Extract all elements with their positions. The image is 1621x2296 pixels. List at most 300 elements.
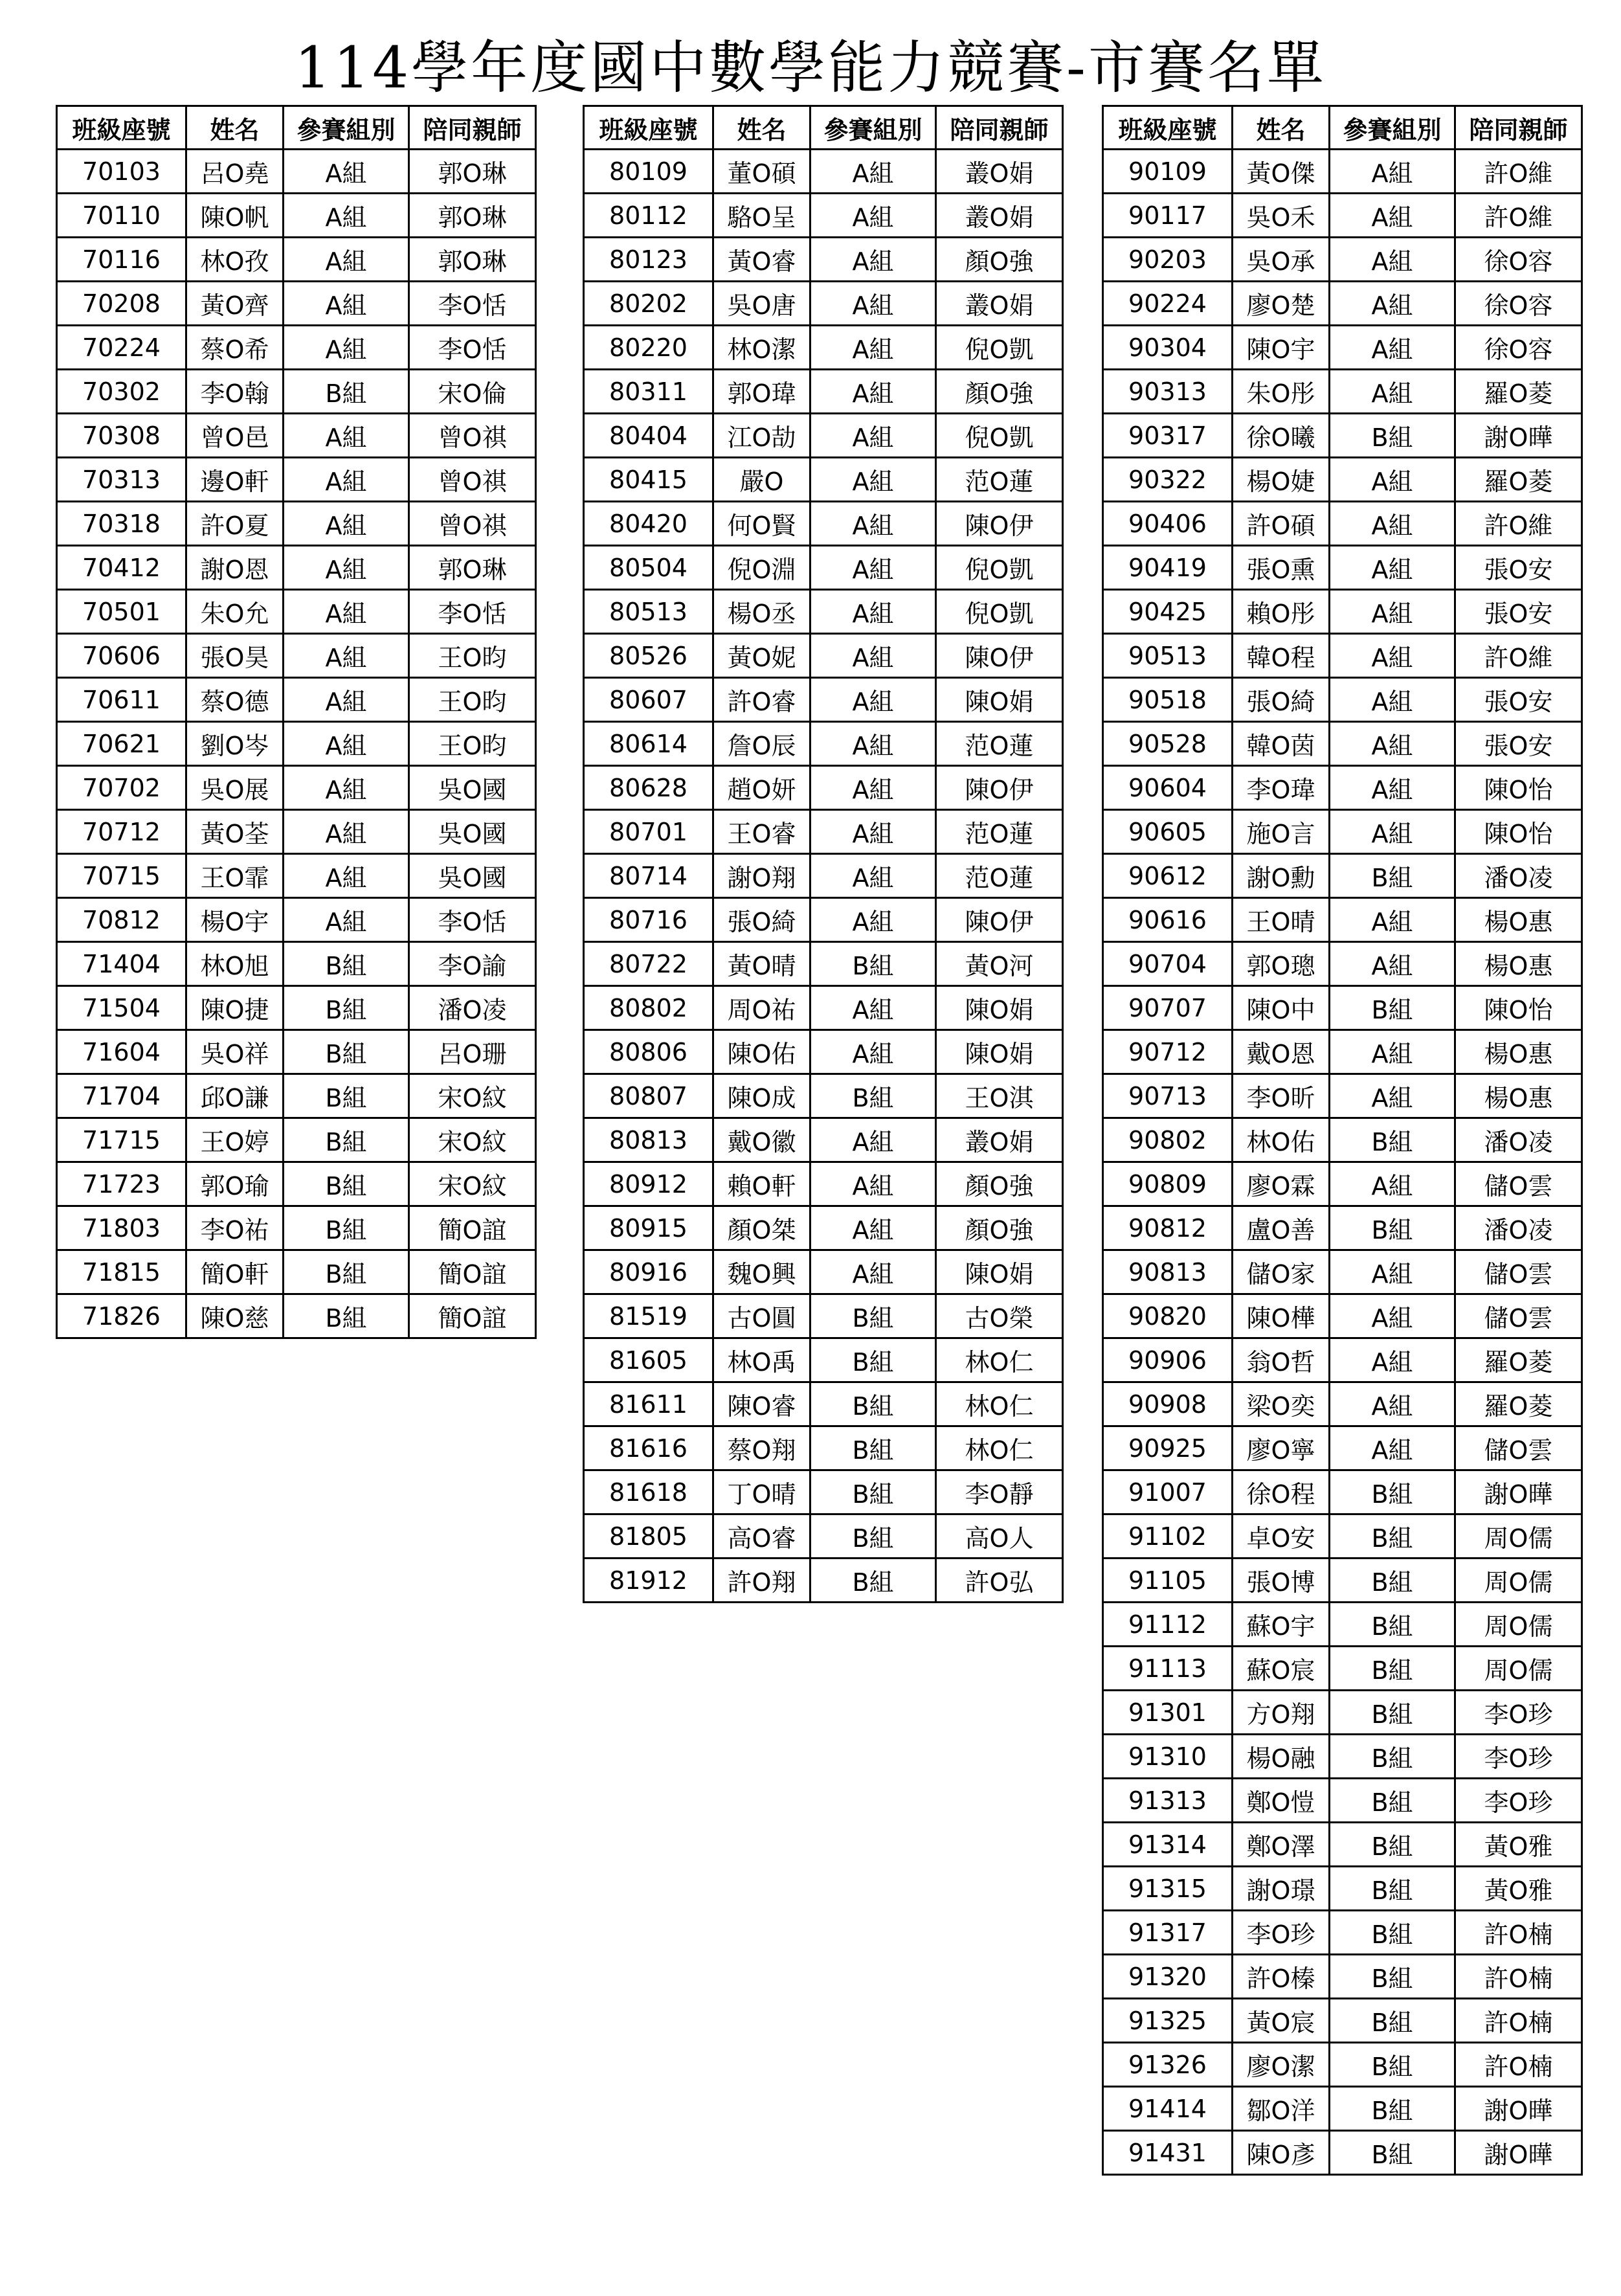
header-class-seat: 班級座號 [1103, 106, 1233, 150]
cell-group: B組 [810, 1559, 936, 1603]
cell-teacher: 謝O曄 [1455, 2131, 1582, 2175]
cell-group: B組 [1330, 2131, 1455, 2175]
cell-teacher: 黃O雅 [1455, 1867, 1582, 1911]
cell-teacher: 許O楠 [1455, 1999, 1582, 2043]
table-row [1103, 1779, 1582, 1823]
cell-class-seat: 90317 [1103, 414, 1233, 458]
cell-name: 陳O佑 [713, 1030, 810, 1074]
cell-teacher: 王O昀 [409, 722, 536, 766]
cell-teacher: 徐O容 [1455, 238, 1582, 282]
table-row [57, 854, 536, 898]
cell-teacher: 陳O伊 [936, 766, 1063, 810]
cell-name: 許O榛 [1233, 1955, 1330, 1999]
cell-class-seat: 90820 [1103, 1294, 1233, 1338]
cell-group: A組 [810, 898, 936, 942]
cell-class-seat: 71803 [57, 1206, 186, 1250]
cell-class-seat: 70103 [57, 150, 186, 194]
cell-group: B組 [1330, 1118, 1455, 1162]
cell-name: 楊O宇 [186, 898, 284, 942]
header-name: 姓名 [186, 106, 284, 150]
table-row [1103, 1691, 1582, 1735]
cell-name: 黃O傑 [1233, 150, 1330, 194]
cell-group: B組 [1330, 1206, 1455, 1250]
cell-group: A組 [284, 194, 409, 238]
cell-teacher: 宋O倫 [409, 370, 536, 414]
cell-group: A組 [810, 590, 936, 634]
table-row [1103, 502, 1582, 546]
cell-teacher: 顏O強 [936, 1206, 1063, 1250]
cell-class-seat: 70712 [57, 810, 186, 854]
table-row [1103, 238, 1582, 282]
cell-teacher: 楊O惠 [1455, 942, 1582, 986]
cell-teacher: 叢O娟 [936, 194, 1063, 238]
cell-class-seat: 70116 [57, 238, 186, 282]
cell-teacher: 陳O娟 [936, 1030, 1063, 1074]
cell-name: 韓O程 [1233, 634, 1330, 678]
cell-group: A組 [1330, 1074, 1455, 1118]
cell-teacher: 潘O凌 [1455, 854, 1582, 898]
cell-class-seat: 70501 [57, 590, 186, 634]
cell-class-seat: 80112 [584, 194, 713, 238]
cell-class-seat: 80912 [584, 1162, 713, 1206]
table-row [57, 282, 536, 326]
cell-name: 黃O睿 [713, 238, 810, 282]
cell-class-seat: 70611 [57, 678, 186, 722]
cell-class-seat: 90612 [1103, 854, 1233, 898]
cell-group: A組 [810, 854, 936, 898]
cell-teacher: 李O珍 [1455, 1691, 1582, 1735]
cell-class-seat: 70308 [57, 414, 186, 458]
table-row [584, 1206, 1063, 1250]
cell-group: B組 [1330, 1735, 1455, 1779]
table-row [1103, 1030, 1582, 1074]
cell-teacher: 倪O凱 [936, 546, 1063, 590]
cell-name: 吳O禾 [1233, 194, 1330, 238]
cell-name: 戴O恩 [1233, 1030, 1330, 1074]
cell-group: A組 [284, 414, 409, 458]
cell-teacher: 簡O誼 [409, 1250, 536, 1294]
cell-teacher: 曾O祺 [409, 458, 536, 502]
cell-group: A組 [284, 722, 409, 766]
table-row [584, 194, 1063, 238]
cell-class-seat: 70621 [57, 722, 186, 766]
cell-group: A組 [1330, 590, 1455, 634]
cell-name: 李O翰 [186, 370, 284, 414]
cell-group: A組 [1330, 238, 1455, 282]
cell-class-seat: 90906 [1103, 1338, 1233, 1382]
cell-name: 江O劼 [713, 414, 810, 458]
cell-name: 朱O允 [186, 590, 284, 634]
cell-group: B組 [810, 1074, 936, 1118]
header-teacher: 陪同親師 [936, 106, 1063, 150]
cell-group: B組 [1330, 1823, 1455, 1867]
table-row [584, 458, 1063, 502]
table-row [1103, 1338, 1582, 1382]
cell-name: 徐O曦 [1233, 414, 1330, 458]
table-row [584, 1382, 1063, 1426]
cell-class-seat: 81912 [584, 1559, 713, 1603]
cell-group: B組 [284, 1206, 409, 1250]
cell-group: A組 [1330, 194, 1455, 238]
cell-group: B組 [284, 1118, 409, 1162]
cell-teacher: 范O蓮 [936, 458, 1063, 502]
cell-class-seat: 90604 [1103, 766, 1233, 810]
cell-name: 郭O瑋 [713, 370, 810, 414]
cell-name: 蔡O翔 [713, 1426, 810, 1470]
table-row [1103, 1911, 1582, 1955]
cell-class-seat: 80806 [584, 1030, 713, 1074]
cell-group: B組 [284, 370, 409, 414]
cell-group: A組 [284, 150, 409, 194]
cell-class-seat: 70812 [57, 898, 186, 942]
cell-teacher: 林O仁 [936, 1382, 1063, 1426]
header-row [1103, 106, 1582, 150]
cell-class-seat: 91105 [1103, 1559, 1233, 1603]
cell-name: 賴O軒 [713, 1162, 810, 1206]
cell-teacher: 倪O凱 [936, 590, 1063, 634]
cell-group: A組 [810, 546, 936, 590]
cell-teacher: 范O蓮 [936, 810, 1063, 854]
cell-group: A組 [1330, 370, 1455, 414]
table-row [57, 1030, 536, 1074]
cell-group: A組 [810, 810, 936, 854]
cell-name: 謝O璟 [1233, 1867, 1330, 1911]
cell-class-seat: 90117 [1103, 194, 1233, 238]
cell-class-seat: 81616 [584, 1426, 713, 1470]
cell-name: 張O熏 [1233, 546, 1330, 590]
cell-group: A組 [1330, 810, 1455, 854]
header-group: 參賽組別 [810, 106, 936, 150]
cell-teacher: 高O人 [936, 1514, 1063, 1559]
cell-teacher: 吳O國 [409, 810, 536, 854]
table-row [57, 414, 536, 458]
table-row [1103, 1250, 1582, 1294]
table-row [1103, 1426, 1582, 1470]
cell-teacher: 林O仁 [936, 1426, 1063, 1470]
cell-name: 陳O睿 [713, 1382, 810, 1426]
header-name: 姓名 [1233, 106, 1330, 150]
cell-class-seat: 81618 [584, 1470, 713, 1514]
cell-group: B組 [284, 1074, 409, 1118]
cell-teacher: 羅O菱 [1455, 1382, 1582, 1426]
cell-group: A組 [810, 282, 936, 326]
cell-class-seat: 70302 [57, 370, 186, 414]
cell-name: 李O昕 [1233, 1074, 1330, 1118]
cell-name: 許O睿 [713, 678, 810, 722]
cell-class-seat: 80504 [584, 546, 713, 590]
cell-name: 韓O茵 [1233, 722, 1330, 766]
table-row [584, 502, 1063, 546]
cell-name: 賴O彤 [1233, 590, 1330, 634]
table-row [57, 634, 536, 678]
cell-name: 陳O捷 [186, 986, 284, 1030]
cell-group: A組 [1330, 458, 1455, 502]
cell-class-seat: 90809 [1103, 1162, 1233, 1206]
cell-class-seat: 80714 [584, 854, 713, 898]
cell-group: B組 [1330, 986, 1455, 1030]
cell-class-seat: 91326 [1103, 2043, 1233, 2087]
table-row [1103, 2087, 1582, 2131]
cell-name: 陳O宇 [1233, 326, 1330, 370]
cell-group: B組 [284, 1162, 409, 1206]
cell-name: 何O賢 [713, 502, 810, 546]
cell-name: 曾O邑 [186, 414, 284, 458]
table-row [57, 502, 536, 546]
cell-group: B組 [1330, 1999, 1455, 2043]
cell-name: 吳O展 [186, 766, 284, 810]
table-row [1103, 1470, 1582, 1514]
cell-teacher: 顏O強 [936, 1162, 1063, 1206]
cell-teacher: 張O安 [1455, 722, 1582, 766]
table-row [1103, 1867, 1582, 1911]
cell-teacher: 許O維 [1455, 502, 1582, 546]
cell-group: B組 [1330, 1559, 1455, 1603]
cell-teacher: 李O恬 [409, 590, 536, 634]
cell-teacher: 吳O國 [409, 854, 536, 898]
table-row [1103, 1514, 1582, 1559]
cell-class-seat: 70715 [57, 854, 186, 898]
cell-teacher: 宋O紋 [409, 1118, 536, 1162]
table-row [57, 942, 536, 986]
header-row [584, 106, 1063, 150]
cell-class-seat: 70110 [57, 194, 186, 238]
table-row [1103, 1559, 1582, 1603]
table-row [57, 810, 536, 854]
cell-name: 黃O晴 [713, 942, 810, 986]
cell-name: 黃O宸 [1233, 1999, 1330, 2043]
cell-teacher: 陳O娟 [936, 678, 1063, 722]
table-row [57, 1250, 536, 1294]
cell-group: A組 [284, 766, 409, 810]
cell-teacher: 李O恬 [409, 326, 536, 370]
cell-class-seat: 90925 [1103, 1426, 1233, 1470]
cell-name: 張O綺 [1233, 678, 1330, 722]
cell-name: 吳O唐 [713, 282, 810, 326]
cell-teacher: 周O儒 [1455, 1603, 1582, 1647]
cell-name: 詹O辰 [713, 722, 810, 766]
page-title: 114學年度國中數學能力競賽-市賽名單 [295, 34, 1326, 101]
cell-name: 廖O寧 [1233, 1426, 1330, 1470]
cell-name: 王O婷 [186, 1118, 284, 1162]
table-row [1103, 590, 1582, 634]
cell-teacher: 陳O娟 [936, 986, 1063, 1030]
cell-group: B組 [810, 1338, 936, 1382]
cell-teacher: 古O榮 [936, 1294, 1063, 1338]
cell-name: 林O潔 [713, 326, 810, 370]
table-row [57, 722, 536, 766]
cell-teacher: 儲O雲 [1455, 1250, 1582, 1294]
table-row [57, 238, 536, 282]
table-row [1103, 326, 1582, 370]
table-row [57, 1118, 536, 1162]
table-row [1103, 2131, 1582, 2175]
cell-name: 廖O楚 [1233, 282, 1330, 326]
table-row [584, 150, 1063, 194]
cell-teacher: 儲O雲 [1455, 1294, 1582, 1338]
cell-name: 梁O奕 [1233, 1382, 1330, 1426]
cell-teacher: 李O靜 [936, 1470, 1063, 1514]
table-row [1103, 370, 1582, 414]
cell-name: 吳O祥 [186, 1030, 284, 1074]
cell-class-seat: 80701 [584, 810, 713, 854]
cell-group: A組 [1330, 150, 1455, 194]
cell-class-seat: 91313 [1103, 1779, 1233, 1823]
cell-name: 黃O妮 [713, 634, 810, 678]
cell-teacher: 徐O容 [1455, 282, 1582, 326]
table-row [57, 1074, 536, 1118]
cell-name: 儲O家 [1233, 1250, 1330, 1294]
table-row [1103, 1999, 1582, 2043]
table-row [584, 722, 1063, 766]
table-row [1103, 678, 1582, 722]
cell-name: 高O睿 [713, 1514, 810, 1559]
cell-teacher: 簡O誼 [409, 1294, 536, 1338]
cell-teacher: 呂O珊 [409, 1030, 536, 1074]
cell-teacher: 范O蓮 [936, 854, 1063, 898]
cell-name: 廖O潔 [1233, 2043, 1330, 2087]
cell-teacher: 郭O琳 [409, 194, 536, 238]
cell-class-seat: 90813 [1103, 1250, 1233, 1294]
cell-class-seat: 81805 [584, 1514, 713, 1559]
cell-name: 廖O霖 [1233, 1162, 1330, 1206]
cell-class-seat: 70318 [57, 502, 186, 546]
cell-name: 許O翔 [713, 1559, 810, 1603]
cell-group: A組 [1330, 1382, 1455, 1426]
cell-group: A組 [1330, 898, 1455, 942]
cell-teacher: 李O諭 [409, 942, 536, 986]
cell-class-seat: 70702 [57, 766, 186, 810]
table-row [584, 942, 1063, 986]
cell-class-seat: 90712 [1103, 1030, 1233, 1074]
header-teacher: 陪同親師 [409, 106, 536, 150]
cell-name: 林O禹 [713, 1338, 810, 1382]
cell-teacher: 郭O琳 [409, 150, 536, 194]
table-row [584, 546, 1063, 590]
cell-class-seat: 71404 [57, 942, 186, 986]
cell-group: A組 [810, 458, 936, 502]
table-row [57, 370, 536, 414]
cell-name: 林O旭 [186, 942, 284, 986]
cell-class-seat: 80311 [584, 370, 713, 414]
cell-group: A組 [1330, 634, 1455, 678]
cell-class-seat: 81519 [584, 1294, 713, 1338]
cell-teacher: 曾O祺 [409, 414, 536, 458]
cell-name: 謝O勳 [1233, 854, 1330, 898]
cell-name: 李O瑋 [1233, 766, 1330, 810]
roster-table-grade-7 [56, 105, 537, 1339]
cell-group: B組 [284, 1294, 409, 1338]
cell-class-seat: 90224 [1103, 282, 1233, 326]
cell-group: B組 [810, 1294, 936, 1338]
cell-teacher: 王O淇 [936, 1074, 1063, 1118]
cell-class-seat: 90203 [1103, 238, 1233, 282]
cell-teacher: 郭O琳 [409, 546, 536, 590]
cell-class-seat: 80220 [584, 326, 713, 370]
table-row [1103, 1162, 1582, 1206]
cell-teacher: 叢O娟 [936, 1118, 1063, 1162]
cell-name: 呂O堯 [186, 150, 284, 194]
cell-class-seat: 91102 [1103, 1514, 1233, 1559]
table-row [57, 1294, 536, 1338]
table-row [584, 854, 1063, 898]
table-row [1103, 722, 1582, 766]
table-row [1103, 150, 1582, 194]
table-row [584, 1118, 1063, 1162]
cell-group: A組 [1330, 546, 1455, 590]
cell-class-seat: 91007 [1103, 1470, 1233, 1514]
cell-name: 林O佑 [1233, 1118, 1330, 1162]
cell-class-seat: 80722 [584, 942, 713, 986]
cell-group: A組 [284, 590, 409, 634]
cell-class-seat: 90908 [1103, 1382, 1233, 1426]
cell-teacher: 周O儒 [1455, 1559, 1582, 1603]
cell-name: 邱O謙 [186, 1074, 284, 1118]
cell-class-seat: 90704 [1103, 942, 1233, 986]
cell-teacher: 陳O伊 [936, 898, 1063, 942]
cell-class-seat: 81605 [584, 1338, 713, 1382]
table-row [584, 1074, 1063, 1118]
cell-group: B組 [1330, 414, 1455, 458]
cell-class-seat: 70606 [57, 634, 186, 678]
cell-class-seat: 80607 [584, 678, 713, 722]
cell-group: A組 [1330, 722, 1455, 766]
cell-teacher: 陳O娟 [936, 1250, 1063, 1294]
cell-class-seat: 71604 [57, 1030, 186, 1074]
cell-group: A組 [810, 1118, 936, 1162]
cell-name: 李O珍 [1233, 1911, 1330, 1955]
table-row [1103, 458, 1582, 502]
cell-group: A組 [1330, 766, 1455, 810]
cell-class-seat: 90605 [1103, 810, 1233, 854]
cell-group: A組 [810, 502, 936, 546]
cell-name: 古O圓 [713, 1294, 810, 1338]
table-row [1103, 1382, 1582, 1426]
header-name: 姓名 [713, 106, 810, 150]
cell-group: B組 [1330, 1691, 1455, 1735]
cell-name: 鄒O洋 [1233, 2087, 1330, 2131]
cell-teacher: 林O仁 [936, 1338, 1063, 1382]
cell-class-seat: 90419 [1103, 546, 1233, 590]
cell-name: 李O祐 [186, 1206, 284, 1250]
cell-group: A組 [284, 854, 409, 898]
cell-group: A組 [1330, 1162, 1455, 1206]
cell-group: A組 [1330, 1338, 1455, 1382]
cell-group: A組 [1330, 942, 1455, 986]
cell-class-seat: 90528 [1103, 722, 1233, 766]
table-row [584, 986, 1063, 1030]
table-row [1103, 810, 1582, 854]
cell-name: 黃O齊 [186, 282, 284, 326]
cell-teacher: 張O安 [1455, 590, 1582, 634]
table-row [1103, 634, 1582, 678]
table-row [1103, 942, 1582, 986]
cell-teacher: 吳O國 [409, 766, 536, 810]
cell-class-seat: 90513 [1103, 634, 1233, 678]
cell-teacher: 陳O伊 [936, 634, 1063, 678]
cell-teacher: 徐O容 [1455, 326, 1582, 370]
cell-group: A組 [284, 634, 409, 678]
table-row [1103, 414, 1582, 458]
table-row [1103, 986, 1582, 1030]
cell-class-seat: 91315 [1103, 1867, 1233, 1911]
cell-class-seat: 90707 [1103, 986, 1233, 1030]
cell-group: B組 [1330, 1647, 1455, 1691]
cell-class-seat: 80123 [584, 238, 713, 282]
cell-teacher: 羅O菱 [1455, 1338, 1582, 1382]
cell-name: 鄭O澤 [1233, 1823, 1330, 1867]
table-row [584, 326, 1063, 370]
cell-class-seat: 80813 [584, 1118, 713, 1162]
